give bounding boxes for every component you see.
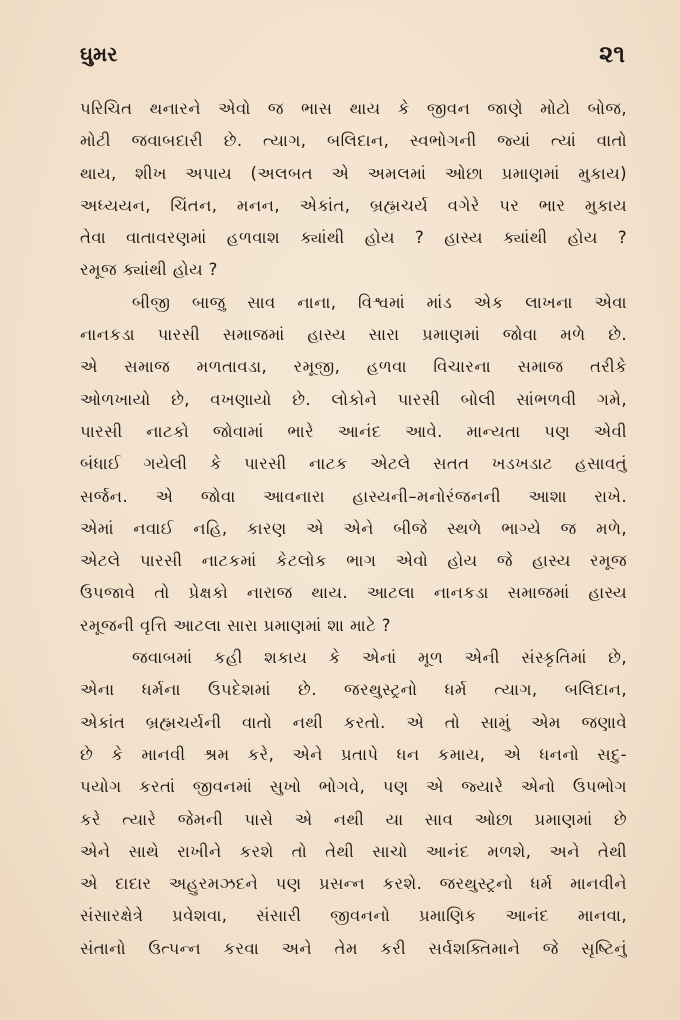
text-line: છે કે માનવી શ્રમ કરે, એને પ્રતાપે ધન કમાય, એ ધનનો સદુ-	[80, 744, 627, 764]
text-line: તેવા વાતાવરણમાં હળવાશ ક્યાંથી હોય ? હાસ્ય ક્યાંથી હોય ?	[80, 228, 627, 248]
text-line: કરે ત્યારે જેમની પાસે એ નથી યા સાવ ઓછા પ્રમાણમાં છે	[80, 809, 627, 829]
text-line: અધ્યયન, ચિંતન, મનન, એકાંત, બ્રહ્મચર્ય વગેરે પર ભાર મુકાય	[80, 195, 627, 215]
page-header	[80, 40, 625, 72]
body-text	[80, 93, 627, 965]
paragraph-3	[80, 642, 627, 965]
text-line: ઓળખાયો છે, વખણાયો છે. લોકોને પારસી બોલી સાંભળવી ગમે,	[80, 389, 627, 409]
text-line: એકાંત બ્રહ્મચર્યની વાતો નથી કરતો. એ તો સામું એમ જણાવે	[80, 712, 627, 732]
text-line: એને સાથે રાખીને કરશે તો તેથી સાચો આનંદ મળશે, અને તેથી	[80, 841, 627, 861]
text-line: એટલે પારસી નાટકમાં કેટલોક ભાગ એવો હોય જે હાસ્ય રમૂજ	[80, 551, 627, 571]
text-line: રમૂજની વૃત્તિ આટલા સારા પ્રમાણમાં શા માટે ?	[80, 615, 391, 635]
paragraph-2	[80, 287, 627, 642]
page-number: ૨૧	[599, 40, 625, 68]
text-line: એ સમાજ મળતાવડા, રમૂજી, હળવા વિચારના સમાજ તરીકે	[80, 357, 627, 377]
text-line: નાનકડા પારસી સમાજમાં હાસ્ય સારા પ્રમાણમાં જોવા મળે છે.	[80, 325, 627, 345]
text-line: પારસી નાટકો જોવામાં ભારે આનંદ આવે. માન્યતા પણ એવી	[80, 421, 627, 441]
text-line: પયોગ કરતાં જીવનમાં સુખો ભોગવે, પણ એ જ્યારે એનો ઉપભોગ	[80, 777, 627, 797]
text-line: બંધાઈ ગયેલી કે પારસી નાટક એટલે સતત ખડખડાટ હસાવતું	[80, 454, 627, 474]
text-line: જવાબમાં કહી શકાય કે એનાં મૂળ એની સંસ્કૃતિમાં છે,	[132, 648, 627, 668]
text-line: થાય, શીખ અપાય (અલબત એ અમલમાં ઓછા પ્રમાણમાં મુકાય)	[80, 163, 627, 183]
text-line: પરિચિત થનારને એવો જ ભાસ થાય કે જીવન જાણે મોટો બોજ,	[80, 99, 627, 118]
text-line: એ દાદાર અહુરમઝદને પણ પ્રસન્ન કરશે. જરથુસ્ટ્રનો ધર્મ માનવીને	[80, 874, 627, 894]
text-line: સંસારક્ષેત્રે પ્રવેશવા, સંસારી જીવનનો પ્રમાણિક આનંદ માનવા,	[80, 906, 627, 926]
running-title: ઘુમર	[80, 42, 118, 66]
text-line: બીજી બાજુ સાવ નાના, વિશ્વમાં માંડ એક લાખના એવા	[132, 292, 627, 312]
text-line: એમાં નવાઈ નહિ, કારણ એ એને બીજે સ્થળે ભાગ્યે જ મળે,	[80, 518, 627, 538]
text-line: રમૂજ ક્યાંથી હોય ?	[80, 260, 218, 280]
text-line: સંતાનો ઉત્પન્ન કરવા અને તેમ કરી સર્વશક્તિમાને જે સૃષ્ટિનું	[80, 938, 627, 958]
text-line: એના ધર્મના ઉપદેશમાં છે. જરથુસ્ટ્રનો ધર્મ ત્યાગ, બલિદાન,	[80, 680, 627, 700]
paragraph-1	[80, 93, 627, 287]
text-line: ઉપજાવે તો પ્રેક્ષકો નારાજ થાય. આટલા નાનકડા સમાજમાં હાસ્ય	[80, 583, 627, 603]
text-line: સર્જન. એ જોવા આવનારા હાસ્યની–મનોરંજનની આશા રાખે.	[80, 486, 627, 506]
text-line: મોટી જવાબદારી છે. ત્યાગ, બલિદાન, સ્વભોગની જ્યાં ત્યાં વાતો	[80, 131, 627, 151]
